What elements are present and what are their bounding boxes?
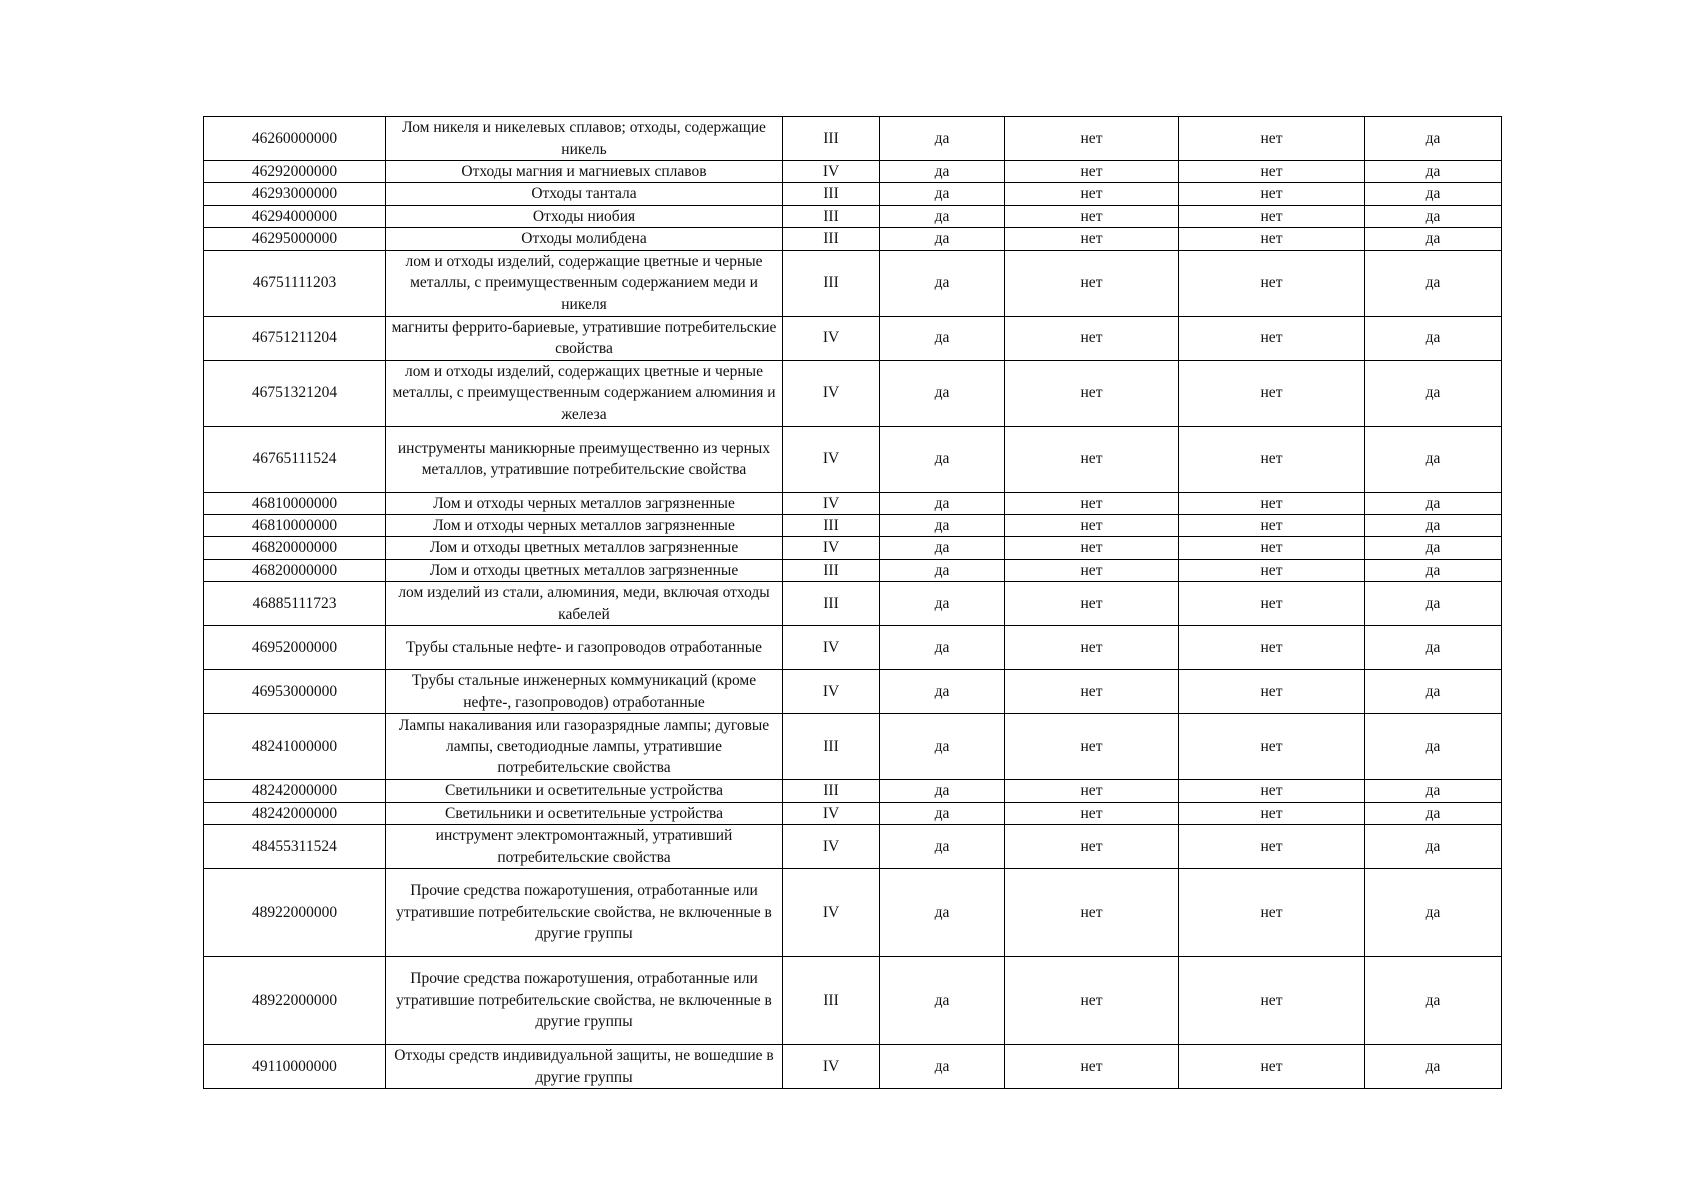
waste-name-cell: инструмент электромонтажный, утративший потребительские свойства	[386, 825, 783, 869]
flag-cell-col6: нет	[1179, 957, 1365, 1045]
waste-name-cell: Светильники и осветительные устройства	[386, 780, 783, 802]
waste-name-cell: лом изделий из стали, алюминия, меди, включая отходы кабелей	[386, 582, 783, 626]
flag-cell-col4: да	[880, 250, 1005, 316]
waste-name-cell: Лом и отходы цветных металлов загрязненные	[386, 559, 783, 581]
waste-code-cell: 48455311524	[204, 825, 386, 869]
flag-cell-col5: нет	[1005, 582, 1179, 626]
flag-cell-col4: да	[880, 957, 1005, 1045]
flag-cell-col7: да	[1365, 559, 1502, 581]
table-row	[204, 1045, 1502, 1089]
flag-cell-col7: да	[1365, 957, 1502, 1045]
table-row	[204, 537, 1502, 559]
waste-name-cell: Прочие средства пожаротушения, отработанные или утратившие потребительские свойства, не включенные в другие группы	[386, 957, 783, 1045]
flag-cell-col4: да	[880, 228, 1005, 250]
hazard-class-cell: III	[783, 228, 880, 250]
waste-code-cell: 48922000000	[204, 957, 386, 1045]
flag-cell-col5: нет	[1005, 183, 1179, 205]
hazard-class-cell: IV	[783, 626, 880, 670]
hazard-class-cell: IV	[783, 492, 880, 514]
waste-code-cell: 46751111203	[204, 250, 386, 316]
flag-cell-col6: нет	[1179, 1045, 1365, 1089]
table-row	[204, 492, 1502, 514]
hazard-class-cell: IV	[783, 316, 880, 360]
flag-cell-col7: да	[1365, 228, 1502, 250]
flag-cell-col5: нет	[1005, 161, 1179, 183]
flag-cell-col6: нет	[1179, 780, 1365, 802]
flag-cell-col6: нет	[1179, 205, 1365, 227]
waste-code-cell: 46820000000	[204, 559, 386, 581]
waste-name-cell: Лом и отходы черных металлов загрязненные	[386, 492, 783, 514]
waste-name-cell: Отходы молибдена	[386, 228, 783, 250]
flag-cell-col4: да	[880, 492, 1005, 514]
flag-cell-col5: нет	[1005, 670, 1179, 714]
waste-name-cell: Отходы магния и магниевых сплавов	[386, 161, 783, 183]
flag-cell-col5: нет	[1005, 869, 1179, 957]
waste-code-cell: 46292000000	[204, 161, 386, 183]
flag-cell-col6: нет	[1179, 670, 1365, 714]
waste-name-cell: Лом и отходы цветных металлов загрязненные	[386, 537, 783, 559]
flag-cell-col4: да	[880, 360, 1005, 426]
flag-cell-col7: да	[1365, 780, 1502, 802]
table-row	[204, 802, 1502, 824]
hazard-class-cell: IV	[783, 802, 880, 824]
flag-cell-col4: да	[880, 515, 1005, 537]
flag-cell-col7: да	[1365, 670, 1502, 714]
waste-name-cell: Лом никеля и никелевых сплавов; отходы, содержащие никель	[386, 117, 783, 161]
flag-cell-col7: да	[1365, 1045, 1502, 1089]
waste-code-cell: 46810000000	[204, 515, 386, 537]
flag-cell-col4: да	[880, 426, 1005, 492]
flag-cell-col7: да	[1365, 537, 1502, 559]
flag-cell-col7: да	[1365, 802, 1502, 824]
flag-cell-col7: да	[1365, 205, 1502, 227]
table-row	[204, 670, 1502, 714]
hazard-class-cell: III	[783, 515, 880, 537]
table-row	[204, 316, 1502, 360]
flag-cell-col6: нет	[1179, 161, 1365, 183]
flag-cell-col7: да	[1365, 714, 1502, 780]
flag-cell-col7: да	[1365, 825, 1502, 869]
flag-cell-col5: нет	[1005, 117, 1179, 161]
table-row	[204, 582, 1502, 626]
flag-cell-col4: да	[880, 1045, 1005, 1089]
flag-cell-col5: нет	[1005, 515, 1179, 537]
hazard-class-cell: III	[783, 957, 880, 1045]
flag-cell-col5: нет	[1005, 316, 1179, 360]
waste-name-cell: Отходы средств индивидуальной защиты, не вошедшие в другие группы	[386, 1045, 783, 1089]
hazard-class-cell: IV	[783, 537, 880, 559]
flag-cell-col4: да	[880, 117, 1005, 161]
flag-cell-col5: нет	[1005, 360, 1179, 426]
flag-cell-col6: нет	[1179, 228, 1365, 250]
waste-code-cell: 48241000000	[204, 714, 386, 780]
flag-cell-col5: нет	[1005, 537, 1179, 559]
waste-code-cell: 46885111723	[204, 582, 386, 626]
table-row	[204, 161, 1502, 183]
table-row	[204, 426, 1502, 492]
flag-cell-col6: нет	[1179, 250, 1365, 316]
flag-cell-col6: нет	[1179, 559, 1365, 581]
flag-cell-col4: да	[880, 869, 1005, 957]
hazard-class-cell: IV	[783, 825, 880, 869]
hazard-class-cell: IV	[783, 869, 880, 957]
waste-code-cell: 46751211204	[204, 316, 386, 360]
table-row	[204, 183, 1502, 205]
waste-classification-table	[203, 116, 1502, 1089]
table-row	[204, 515, 1502, 537]
flag-cell-col7: да	[1365, 582, 1502, 626]
flag-cell-col4: да	[880, 537, 1005, 559]
hazard-class-cell: III	[783, 205, 880, 227]
flag-cell-col7: да	[1365, 183, 1502, 205]
table-row	[204, 250, 1502, 316]
flag-cell-col5: нет	[1005, 492, 1179, 514]
hazard-class-cell: III	[783, 183, 880, 205]
flag-cell-col7: да	[1365, 117, 1502, 161]
flag-cell-col7: да	[1365, 360, 1502, 426]
hazard-class-cell: IV	[783, 670, 880, 714]
table-row	[204, 957, 1502, 1045]
waste-code-cell: 46751321204	[204, 360, 386, 426]
flag-cell-col5: нет	[1005, 626, 1179, 670]
waste-name-cell: Светильники и осветительные устройства	[386, 802, 783, 824]
flag-cell-col7: да	[1365, 869, 1502, 957]
table-row	[204, 626, 1502, 670]
flag-cell-col4: да	[880, 582, 1005, 626]
flag-cell-col6: нет	[1179, 869, 1365, 957]
flag-cell-col6: нет	[1179, 825, 1365, 869]
hazard-class-cell: IV	[783, 1045, 880, 1089]
hazard-class-cell: III	[783, 780, 880, 802]
hazard-class-cell: III	[783, 582, 880, 626]
table-row	[204, 825, 1502, 869]
table-row	[204, 205, 1502, 227]
flag-cell-col5: нет	[1005, 957, 1179, 1045]
flag-cell-col5: нет	[1005, 559, 1179, 581]
flag-cell-col7: да	[1365, 426, 1502, 492]
flag-cell-col6: нет	[1179, 117, 1365, 161]
waste-name-cell: Лампы накаливания или газоразрядные лампы; дуговые лампы, светодиодные лампы, утратившие потребительские свойства	[386, 714, 783, 780]
flag-cell-col5: нет	[1005, 205, 1179, 227]
flag-cell-col7: да	[1365, 316, 1502, 360]
flag-cell-col6: нет	[1179, 537, 1365, 559]
flag-cell-col7: да	[1365, 515, 1502, 537]
flag-cell-col4: да	[880, 825, 1005, 869]
waste-name-cell: Трубы стальные нефте- и газопроводов отработанные	[386, 626, 783, 670]
flag-cell-col4: да	[880, 316, 1005, 360]
flag-cell-col5: нет	[1005, 1045, 1179, 1089]
waste-code-cell: 46953000000	[204, 670, 386, 714]
flag-cell-col6: нет	[1179, 426, 1365, 492]
flag-cell-col6: нет	[1179, 492, 1365, 514]
flag-cell-col6: нет	[1179, 360, 1365, 426]
waste-code-cell: 46952000000	[204, 626, 386, 670]
waste-name-cell: Отходы ниобия	[386, 205, 783, 227]
table-row	[204, 228, 1502, 250]
waste-code-cell: 46810000000	[204, 492, 386, 514]
flag-cell-col6: нет	[1179, 582, 1365, 626]
flag-cell-col6: нет	[1179, 626, 1365, 670]
table-row	[204, 780, 1502, 802]
table-row	[204, 559, 1502, 581]
flag-cell-col7: да	[1365, 626, 1502, 670]
table-row	[204, 714, 1502, 780]
flag-cell-col4: да	[880, 559, 1005, 581]
waste-name-cell: Прочие средства пожаротушения, отработанные или утратившие потребительские свойства, не включенные в другие группы	[386, 869, 783, 957]
flag-cell-col5: нет	[1005, 780, 1179, 802]
table-row	[204, 117, 1502, 161]
flag-cell-col4: да	[880, 802, 1005, 824]
hazard-class-cell: III	[783, 117, 880, 161]
waste-name-cell: лом и отходы изделий, содержащие цветные и черные металлы, с преимущественным содержанием меди и никеля	[386, 250, 783, 316]
hazard-class-cell: III	[783, 559, 880, 581]
waste-code-cell: 46765111524	[204, 426, 386, 492]
flag-cell-col4: да	[880, 780, 1005, 802]
hazard-class-cell: III	[783, 250, 880, 316]
flag-cell-col5: нет	[1005, 426, 1179, 492]
waste-name-cell: Трубы стальные инженерных коммуникаций (кроме нефте-, газопроводов) отработанные	[386, 670, 783, 714]
table-body	[204, 117, 1502, 1089]
flag-cell-col4: да	[880, 670, 1005, 714]
flag-cell-col4: да	[880, 205, 1005, 227]
waste-code-cell: 46295000000	[204, 228, 386, 250]
flag-cell-col6: нет	[1179, 714, 1365, 780]
waste-code-cell: 46260000000	[204, 117, 386, 161]
flag-cell-col6: нет	[1179, 515, 1365, 537]
waste-code-cell: 49110000000	[204, 1045, 386, 1089]
flag-cell-col4: да	[880, 626, 1005, 670]
flag-cell-col7: да	[1365, 161, 1502, 183]
waste-name-cell: Лом и отходы черных металлов загрязненные	[386, 515, 783, 537]
waste-name-cell: лом и отходы изделий, содержащих цветные и черные металлы, с преимущественным содержанием алюминия и железа	[386, 360, 783, 426]
flag-cell-col6: нет	[1179, 183, 1365, 205]
hazard-class-cell: IV	[783, 360, 880, 426]
waste-name-cell: инструменты маникюрные преимущественно из черных металлов, утратившие потребительские свойства	[386, 426, 783, 492]
waste-code-cell: 46820000000	[204, 537, 386, 559]
table-row	[204, 360, 1502, 426]
flag-cell-col4: да	[880, 183, 1005, 205]
flag-cell-col5: нет	[1005, 802, 1179, 824]
waste-code-cell: 48242000000	[204, 780, 386, 802]
flag-cell-col5: нет	[1005, 714, 1179, 780]
flag-cell-col5: нет	[1005, 250, 1179, 316]
flag-cell-col7: да	[1365, 492, 1502, 514]
waste-name-cell: Отходы тантала	[386, 183, 783, 205]
hazard-class-cell: IV	[783, 426, 880, 492]
flag-cell-col6: нет	[1179, 316, 1365, 360]
waste-code-cell: 46293000000	[204, 183, 386, 205]
waste-code-cell: 48922000000	[204, 869, 386, 957]
flag-cell-col5: нет	[1005, 228, 1179, 250]
flag-cell-col4: да	[880, 714, 1005, 780]
hazard-class-cell: IV	[783, 161, 880, 183]
waste-code-cell: 48242000000	[204, 802, 386, 824]
flag-cell-col6: нет	[1179, 802, 1365, 824]
table-row	[204, 869, 1502, 957]
flag-cell-col5: нет	[1005, 825, 1179, 869]
waste-code-cell: 46294000000	[204, 205, 386, 227]
waste-name-cell: магниты феррито-бариевые, утратившие потребительские свойства	[386, 316, 783, 360]
hazard-class-cell: III	[783, 714, 880, 780]
flag-cell-col7: да	[1365, 250, 1502, 316]
flag-cell-col4: да	[880, 161, 1005, 183]
